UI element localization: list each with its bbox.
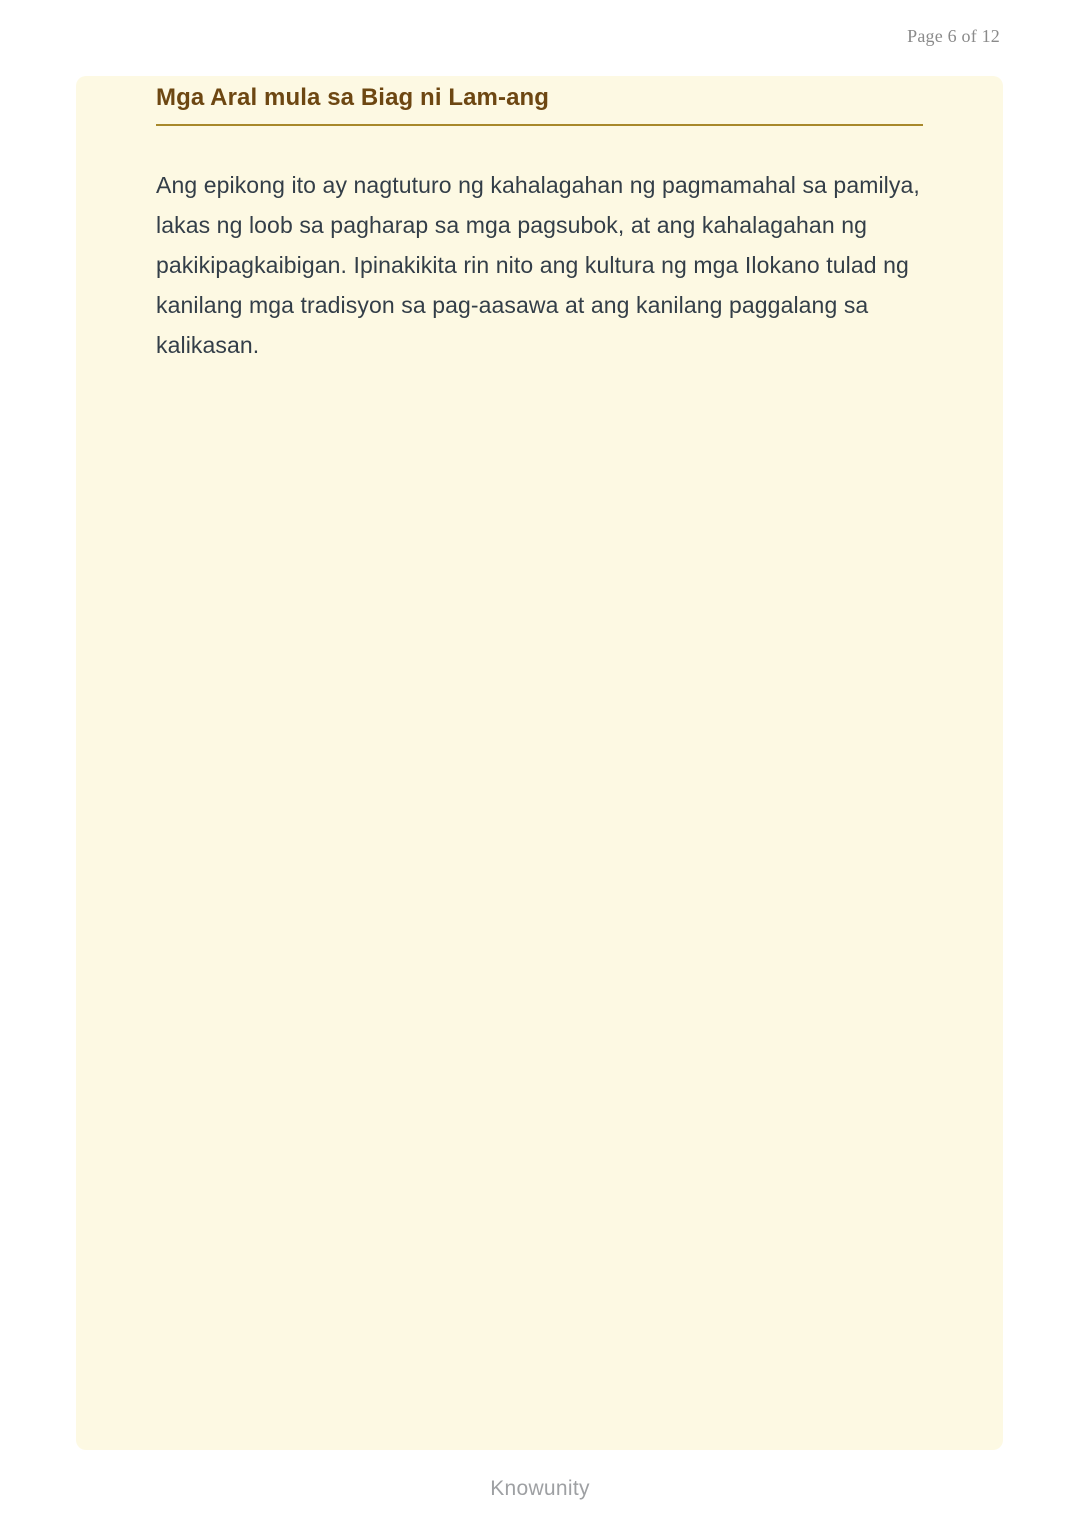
page-footer bbox=[0, 1477, 1080, 1501]
section-heading-underline bbox=[156, 84, 923, 126]
section-heading: Mga Aral mula sa Biag ni Lam-ang bbox=[156, 84, 550, 111]
body-paragraph: Ang epikong ito ay nagtuturo ng kahalagahan ng pagmamahal sa pamilya, lakas ng loob sa pagharap sa mga pagsubok, at ang kahalagahan ng pakikipagkaibigan. Ipinakikita rin nito ang kultura ng mga Ilokano tulad ng kanilang mga tradisyon sa pag-aasawa at ang kanilang paggalang sa kalikasan. bbox=[156, 172, 920, 358]
page-number-indicator: Page 6 of 12 bbox=[907, 26, 1000, 46]
document-card bbox=[76, 76, 1003, 1450]
brand-label: Knowunity bbox=[490, 1477, 590, 1500]
